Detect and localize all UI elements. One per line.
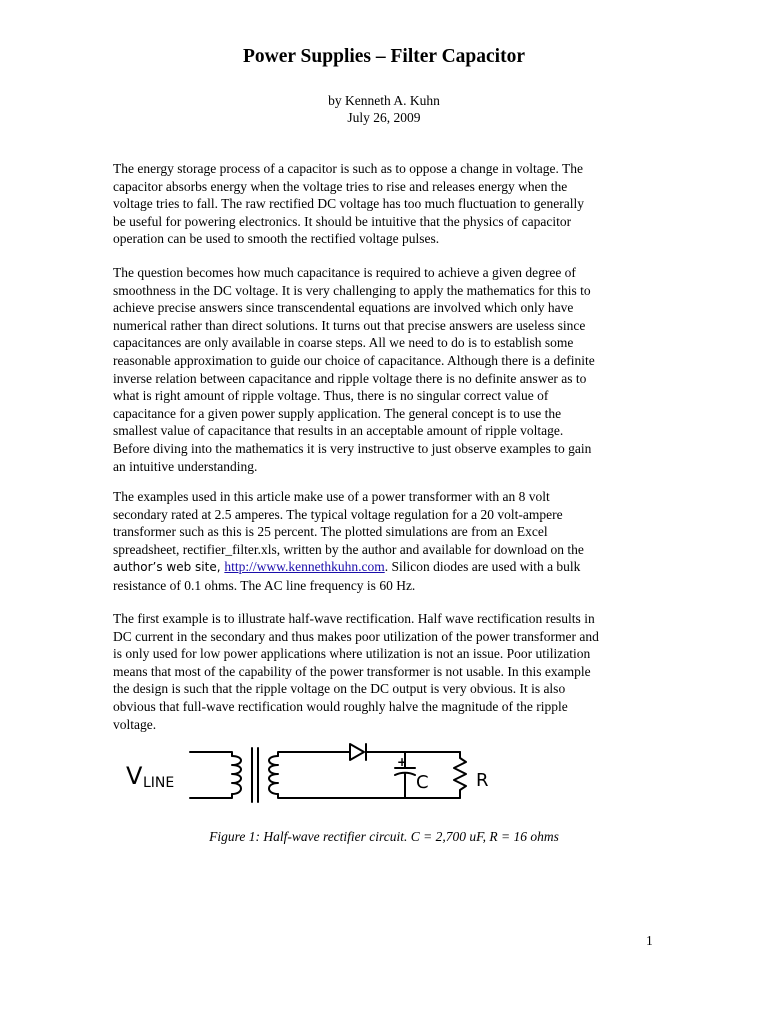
text-line: voltage. xyxy=(113,716,157,732)
paragraph-4 xyxy=(113,610,658,733)
text-line: reasonable approximation to guide our choice of capacitance. Although there is a definite xyxy=(113,352,595,368)
text-line: spreadsheet, rectifier_filter.xls, written by the author and available for download on the xyxy=(113,541,584,557)
text-line: an intuitive understanding. xyxy=(113,458,258,474)
resistor-label: R xyxy=(476,770,489,791)
secondary-top-wire xyxy=(278,752,350,756)
diode-body xyxy=(350,744,364,760)
text-fragment: author’s web site, xyxy=(113,560,225,575)
text-line: inverse relation between capacitance and ripple voltage there is no definite answer as to xyxy=(113,370,587,386)
text-line: The energy storage process of a capacitor is such as to oppose a change in voltage. The xyxy=(113,161,583,176)
text-line: capacitances are only available in coarse steps. All we need to do is to establish some xyxy=(113,335,574,351)
text-line: secondary rated at 2.5 amperes. The typical voltage regulation for a 20 volt-ampere xyxy=(113,506,563,522)
text-line: numerical rather than direct solutions. It turns out that precise answers are useless since xyxy=(113,317,586,333)
text-line: operation can be used to smooth the rectified voltage pulses. xyxy=(113,231,440,247)
text-line: be useful for powering electronics. It should be intuitive that the physics of capacitor xyxy=(113,213,572,229)
text-line: means that most of the capability of the power transformer is not usable. In this example xyxy=(113,663,591,679)
text-fragment: . Silicon diodes are used with a bulk xyxy=(384,559,581,575)
text-line: The examples used in this article make use of a power transformer with an 8 volt xyxy=(113,489,550,504)
text-line: Before diving into the mathematics it is very instructive to just observe examples to gain xyxy=(113,440,592,456)
text-line: smoothness in the DC voltage. It is very challenging to apply the mathematics for this to xyxy=(113,282,591,298)
text-line: capacitor absorbs energy when the voltage tries to rise and releases energy when the xyxy=(113,178,568,194)
text-line: DC current in the secondary and thus makes poor utilization of the power transformer and xyxy=(113,628,599,644)
byline xyxy=(0,92,768,126)
primary-winding xyxy=(232,756,241,794)
capacitor-label: C xyxy=(416,772,429,793)
paragraph-2 xyxy=(113,264,658,475)
text-line: resistance of 0.1 ohms. The AC line frequency is 60 Hz. xyxy=(113,577,416,593)
primary-bottom-wire xyxy=(190,794,232,798)
vline-label-main: V xyxy=(126,762,143,790)
page-number: 1 xyxy=(646,933,653,948)
website-link[interactable]: http://www.kennethkuhn.com xyxy=(224,559,385,575)
primary-top-wire xyxy=(190,752,232,756)
rectifier-circuit-diagram xyxy=(120,740,510,810)
text-line: obvious that full-wave rectification would roughly halve the magnitude of the ripple xyxy=(113,698,568,714)
text-line-with-link xyxy=(113,558,658,577)
paragraph-1 xyxy=(113,160,658,248)
secondary-winding xyxy=(269,756,278,794)
vline-label-sub: LINE xyxy=(143,775,175,791)
document-title: Power Supplies – Filter Capacitor xyxy=(242,46,525,67)
text-line: capacitance for a given power supply application. The general concept is to use the xyxy=(113,405,562,421)
text-line: smallest value of capacitance that results in an acceptable amount of ripple voltage. xyxy=(113,423,564,439)
date-line: July 26, 2009 xyxy=(347,110,421,125)
figure-caption: Figure 1: Half-wave rectifier circuit. C = 2,700 uF, R = 16 ohms xyxy=(209,829,559,844)
text-line: The question becomes how much capacitance is required to achieve a given degree of xyxy=(113,265,576,280)
text-line: is only used for low power applications where utilization is not an issue. Poor utilization xyxy=(113,646,591,662)
text-line: the design is such that the ripple voltage on the DC output is very obvious. It is also xyxy=(113,681,566,697)
author-line: by Kenneth A. Kuhn xyxy=(328,93,440,108)
text-line: The first example is to illustrate half-wave rectification. Half wave rectification results in xyxy=(113,611,595,626)
paragraph-3 xyxy=(113,488,658,595)
secondary-bottom-wire xyxy=(278,794,460,798)
text-line: achieve precise answers since transcendental equations are involved which only have xyxy=(113,300,574,316)
capacitor-polarity-label: + xyxy=(397,755,408,769)
text-line: transformer such as this is 25 percent. The plotted simulations are from an Excel xyxy=(113,524,548,540)
resistor-zigzag xyxy=(454,752,466,798)
text-line: what is right amount of ripple voltage. Thus, there is no singular correct value of xyxy=(113,388,549,404)
text-line: voltage tries to fall. The raw rectified DC voltage has too much fluctuation to generally xyxy=(113,196,584,212)
